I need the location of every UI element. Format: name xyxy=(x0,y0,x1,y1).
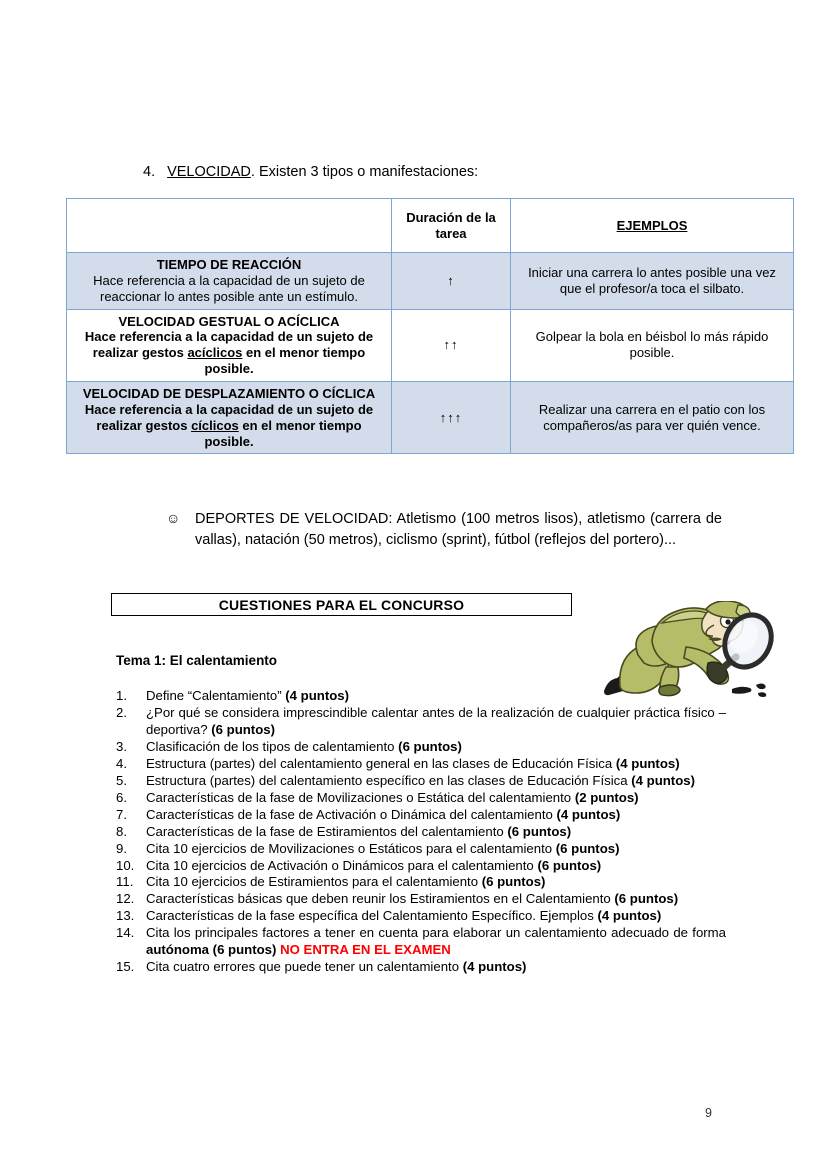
table-header-row xyxy=(67,199,794,253)
list-item xyxy=(116,807,726,824)
list-item xyxy=(116,824,726,841)
exam-warning-badge: NO ENTRA EN EL EXAMEN xyxy=(280,942,451,958)
cuestiones-banner-label: CUESTIONES PARA EL CONCURSO xyxy=(218,596,465,613)
section-heading xyxy=(143,163,478,182)
velocity-type-description xyxy=(72,329,386,377)
list-item-text: ¿Por qué se considera imprescindible calentar antes de la realización de cualquier práctica físico – deportiva? xyxy=(146,704,726,737)
list-item xyxy=(116,891,726,908)
list-item-text: Define “Calentamiento” xyxy=(146,688,286,703)
list-item-points: (4 puntos) xyxy=(631,772,695,788)
table-row xyxy=(67,382,794,454)
list-item-text: Características básicas que deben reunir los Estiramientos en el Calentamiento xyxy=(146,891,615,907)
list-item-text: Cita cuatro errores que puede tener un calentamiento xyxy=(146,959,463,975)
velocity-type-cell xyxy=(67,253,392,310)
example-cell: Golpear la bola en béisbol lo más rápido posible. xyxy=(511,309,794,381)
list-item-number: 11. xyxy=(116,874,134,890)
list-item-number: 12. xyxy=(116,891,135,907)
velocity-types-table xyxy=(66,198,794,454)
list-item-points: (4 puntos) xyxy=(597,908,662,924)
velocity-type-description xyxy=(72,273,386,305)
velocity-type-title: TIEMPO DE REACCIÓN xyxy=(156,257,302,272)
section-heading-rest: . Existen 3 tipos o manifestaciones: xyxy=(250,164,479,180)
list-item-text: Características de la fase específica del Calentamiento Específico. Ejemplos xyxy=(146,908,598,924)
table-body xyxy=(67,199,794,454)
list-item-text: Cita los principales factores a tener en cuenta para elaborar un calentamiento adecuado de forma xyxy=(146,925,726,941)
list-item-text: Clasificación de los tipos de calentamiento xyxy=(146,738,399,754)
list-item xyxy=(116,773,726,790)
table-row xyxy=(67,253,794,310)
example-cell: Realizar una carrera en el patio con los compañeros/as para ver quién vence. xyxy=(511,382,794,454)
desc-suffix: en el menor tiempo posible. xyxy=(204,417,362,449)
list-item-points: (2 puntos) xyxy=(574,789,639,805)
list-item-number: 13. xyxy=(116,908,135,924)
list-item-number: 14. xyxy=(116,925,135,941)
table-header-duration: Duración de la tarea xyxy=(392,199,511,253)
list-item-points: (4 puntos) xyxy=(615,755,680,771)
list-item xyxy=(116,874,726,891)
list-item-number: 6. xyxy=(116,789,127,805)
questions-list xyxy=(116,688,726,976)
section-number: 4. xyxy=(143,164,156,180)
list-item-number: 3. xyxy=(116,738,127,754)
tema-heading: Tema 1: El calentamiento xyxy=(116,653,278,668)
list-item-points: (4 puntos) xyxy=(556,806,621,822)
table-header-examples xyxy=(511,199,794,253)
deportes-note-text: DEPORTES DE VELOCIDAD: Atletismo (100 metros lisos), atletismo (carrera de vallas), natación (50 metros), ciclismo (sprint), fútbol (reflejos del portero)... xyxy=(195,511,722,548)
list-item-points: (4 puntos) xyxy=(462,959,527,975)
list-item-points: (6 puntos) xyxy=(398,738,462,754)
desc-underlined: acíclicos xyxy=(187,345,243,361)
list-item-text: Cita 10 ejercicios de Estiramientos para el calentamiento xyxy=(146,874,482,890)
list-item-points: (6 puntos) xyxy=(614,891,679,907)
list-item-number: 15. xyxy=(116,959,135,975)
list-item xyxy=(116,908,726,925)
example-cell: Iniciar una carrera lo antes posible una vez que el profesor/a toca el silbato. xyxy=(511,253,794,310)
deportes-note xyxy=(166,509,722,550)
cuestiones-banner xyxy=(111,593,572,616)
table-header-examples-label: EJEMPLOS xyxy=(616,217,688,233)
desc-prefix: Hace referencia a la capacidad de un sujeto de realizar gestos xyxy=(84,329,374,361)
desc-underlined: cíclicos xyxy=(191,417,239,433)
list-item-points: (4 puntos) xyxy=(285,688,350,703)
list-item-points: autónoma (6 puntos) xyxy=(146,942,277,958)
list-item-text: Estructura (partes) del calentamiento general en las clases de Educación Física xyxy=(146,755,616,771)
list-item-number: 10. xyxy=(116,857,135,873)
list-item-points: (6 puntos) xyxy=(211,721,275,737)
list-item-number: 7. xyxy=(116,806,127,822)
list-item-text: Estructura (partes) del calentamiento específico en las clases de Educación Física xyxy=(146,772,632,788)
desc-prefix: Hace referencia a la capacidad de un sujeto de reaccionar lo antes posible ante un estímulo. xyxy=(93,272,365,304)
list-item-text: Características de la fase de Estiramientos del calentamiento xyxy=(146,823,508,839)
smiley-icon: ☺ xyxy=(166,510,181,526)
section-keyword: VELOCIDAD xyxy=(167,164,251,180)
list-item xyxy=(116,739,726,756)
list-item xyxy=(116,841,726,858)
duration-indicator: ↑ xyxy=(392,253,511,310)
list-item-number: 9. xyxy=(116,840,127,856)
list-item-points: (6 puntos) xyxy=(537,857,602,873)
list-item-number: 4. xyxy=(116,755,127,771)
desc-prefix: Hace referencia a la capacidad de un sujeto de realizar gestos xyxy=(84,401,374,433)
list-item-number: 1. xyxy=(116,688,127,703)
list-item-points: (6 puntos) xyxy=(555,840,620,856)
velocity-type-title: VELOCIDAD GESTUAL O ACÍCLICA xyxy=(118,313,340,329)
list-item xyxy=(116,959,726,976)
list-item xyxy=(116,756,726,773)
velocity-type-cell xyxy=(67,382,392,454)
list-item xyxy=(116,688,726,705)
table-header-empty xyxy=(67,199,392,253)
list-item-text: Cita 10 ejercicios de Movilizaciones o Estáticos para el calentamiento xyxy=(146,840,556,856)
table-row xyxy=(67,309,794,381)
list-item xyxy=(116,858,726,875)
list-item-number: 5. xyxy=(116,772,127,788)
desc-suffix: en el menor tiempo posible. xyxy=(204,345,366,377)
list-item-number: 8. xyxy=(116,823,127,839)
list-item-points: (6 puntos) xyxy=(481,874,546,890)
list-item-number: 2. xyxy=(116,704,127,720)
list-item-text: Características de la fase de Activación o Dinámica del calentamiento xyxy=(146,806,557,822)
velocity-type-description xyxy=(72,402,386,450)
velocity-type-cell xyxy=(67,309,392,381)
duration-indicator: ↑↑ xyxy=(392,309,511,381)
duration-indicator: ↑↑↑ xyxy=(392,382,511,454)
list-item-text: Características de la fase de Movilizaciones o Estática del calentamiento xyxy=(146,789,575,805)
page-number: 9 xyxy=(705,1106,712,1120)
list-item xyxy=(116,705,726,739)
list-item-points: (6 puntos) xyxy=(507,823,572,839)
list-item xyxy=(116,925,726,959)
list-item xyxy=(116,790,726,807)
velocity-type-title: VELOCIDAD DE DESPLAZAMIENTO O CÍCLICA xyxy=(82,386,376,402)
list-item-text: Cita 10 ejercicios de Activación o Dinámicos para el calentamiento xyxy=(146,857,538,873)
